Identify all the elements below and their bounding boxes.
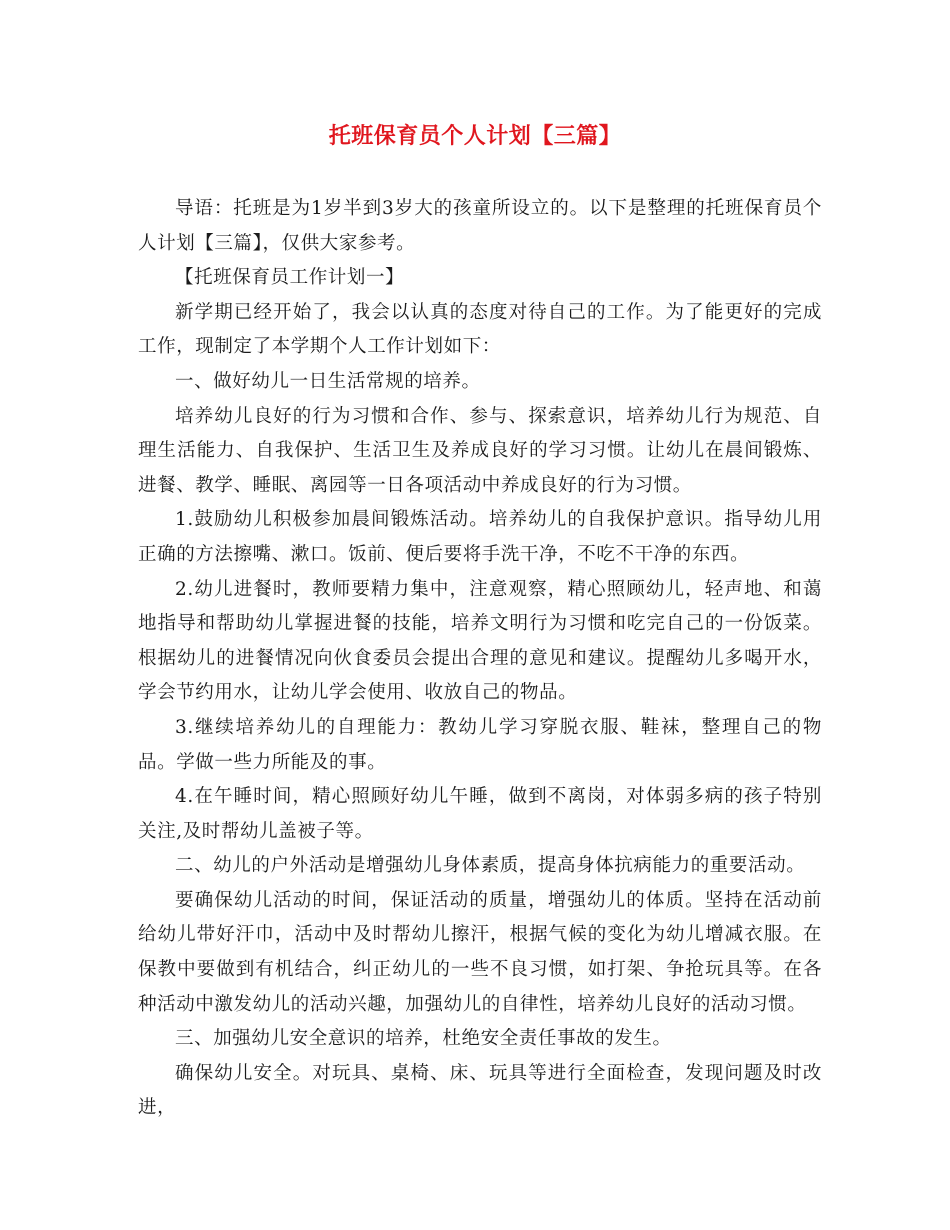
body-paragraph: 培养幼儿良好的行为习惯和合作、参与、探索意识，培养幼儿行为规范、自理生活能力、自我保护、生活卫生及养成良好的学习习惯。让幼儿在晨间锻炼、进餐、教学、睡眠、离园等一日各项活动中养成良好的行为习惯。	[138, 405, 822, 496]
body-paragraph: 确保幼儿安全。对玩具、桌椅、床、玩具等进行全面检查，发现问题及时改进，	[138, 1062, 822, 1119]
document-title: 托班保育员个人计划【三篇】	[328, 123, 622, 149]
section-heading-plan-one: 【托班保育员工作计划一】	[175, 267, 405, 289]
section-heading: 三、加强幼儿安全意识的培养，杜绝安全责任事故的发生。	[175, 1028, 672, 1050]
list-item: 3.继续培养幼儿的自理能力：教幼儿学习穿脱衣服、鞋袜，整理自己的物品。学做一些力所能及的事。	[138, 716, 822, 773]
section-heading: 二、幼儿的户外活动是增强幼儿身体素质，提高身体抗病能力的重要活动。	[175, 855, 806, 877]
section-heading: 一、做好幼儿一日生活常规的培养。	[175, 370, 481, 392]
document-body	[138, 192, 822, 1126]
body-paragraph: 要确保幼儿活动的时间，保证活动的质量，增强幼儿的体质。坚持在活动前给幼儿带好汗巾，活动中及时帮幼儿擦汗，根据气候的变化为幼儿增减衣服。在保教中要做到有机结合，纠正幼儿的一些不良习惯，如打架、争抢玩具等。在各种活动中激发幼儿的活动兴趣，加强幼儿的自律性，培养幼儿良好的活动习惯。	[138, 889, 822, 1015]
list-item: 4.在午睡时间，精心照顾好幼儿午睡，做到不离岗，对体弱多病的孩子特别关注,及时帮幼儿盖被子等。	[138, 786, 822, 842]
list-item: 2.幼儿进餐时，教师要精力集中，注意观察，精心照顾幼儿，轻声地、和蔼地指导和帮助幼儿掌握进餐的技能，培养文明行为习惯和吃完自己的一份饭菜。根据幼儿的进餐情况向伙食委员会提出合理的意见和建议。提醒幼儿多喝开水，学会节约用水，让幼儿学会使用、收放自己的物品。	[138, 578, 822, 704]
list-item: 1.鼓励幼儿积极参加晨间锻炼活动。培养幼儿的自我保护意识。指导幼儿用正确的方法擦嘴、漱口。饭前、便后要将手洗干净，不吃不干净的东西。	[138, 509, 822, 565]
body-paragraph: 新学期已经开始了，我会以认真的态度对待自己的工作。为了能更好的完成工作，现制定了本学期个人工作计划如下：	[138, 301, 822, 358]
intro-paragraph: 导语：托班是为1岁半到3岁大的孩童所设立的。以下是整理的托班保育员个人计划【三篇】，仅供大家参考。	[138, 198, 822, 254]
